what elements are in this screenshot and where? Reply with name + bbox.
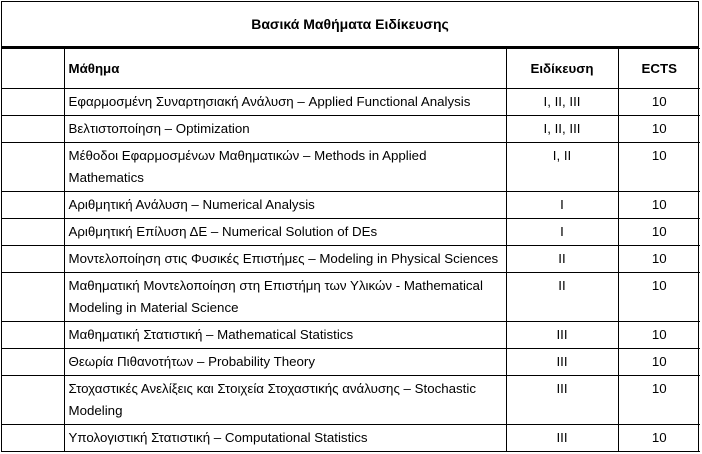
specialization-cell: II <box>506 273 618 322</box>
ects-cell: 10 <box>618 219 700 246</box>
course-cell: Μέθοδοι Εφαρμοσμένων Μαθηματικών – Methods in Applied Mathematics <box>64 143 506 192</box>
table-row <box>2 143 700 192</box>
header-row <box>2 49 700 89</box>
specialization-cell: I, II, III <box>506 116 618 143</box>
ects-cell: 10 <box>618 322 700 349</box>
blank-cell <box>2 89 64 116</box>
ects-cell: 10 <box>618 116 700 143</box>
course-cell: Υπολογιστική Στατιστική – Computational Statistics <box>64 425 506 452</box>
blank-cell <box>2 273 64 322</box>
table-row <box>2 349 700 376</box>
table-row <box>2 192 700 219</box>
course-cell: Αριθμητική Ανάλυση – Numerical Analysis <box>64 192 506 219</box>
table-row <box>2 376 700 425</box>
table-title: Βασικά Μαθήματα Ειδίκευσης <box>2 2 698 48</box>
specialization-cell: I <box>506 219 618 246</box>
blank-cell <box>2 116 64 143</box>
table-row <box>2 116 700 143</box>
table-row <box>2 89 700 116</box>
blank-header-cell <box>2 49 64 89</box>
specialization-cell: I, II <box>506 143 618 192</box>
course-cell: Αριθμητική Επίλυση ΔΕ – Numerical Solution of DEs <box>64 219 506 246</box>
table-row <box>2 425 700 452</box>
course-cell: Μαθηματική Στατιστική – Mathematical Statistics <box>64 322 506 349</box>
blank-cell <box>2 192 64 219</box>
specialization-cell: III <box>506 349 618 376</box>
specialization-cell: I, II, III <box>506 89 618 116</box>
blank-cell <box>2 376 64 425</box>
blank-cell <box>2 425 64 452</box>
table-row <box>2 219 700 246</box>
blank-cell <box>2 219 64 246</box>
blank-cell <box>2 322 64 349</box>
ects-cell: 10 <box>618 246 700 273</box>
course-cell: Εφαρμοσμένη Συναρτησιακή Ανάλυση – Applied Functional Analysis <box>64 89 506 116</box>
course-cell: Θεωρία Πιθανοτήτων – Probability Theory <box>64 349 506 376</box>
blank-cell <box>2 349 64 376</box>
course-header: Μάθημα <box>64 49 506 89</box>
table-row <box>2 273 700 322</box>
ects-cell: 10 <box>618 143 700 192</box>
specialization-cell: I <box>506 192 618 219</box>
courses-table-frame <box>1 1 699 452</box>
specialization-cell: III <box>506 322 618 349</box>
specialization-cell: III <box>506 376 618 425</box>
courses-table <box>2 48 700 452</box>
ects-cell: 10 <box>618 89 700 116</box>
ects-cell: 10 <box>618 376 700 425</box>
blank-cell <box>2 143 64 192</box>
course-cell: Μαθηματική Μοντελοποίηση στη Επιστήμη των Υλικών - Mathematical Modeling in Material Science <box>64 273 506 322</box>
specialization-header: Ειδίκευση <box>506 49 618 89</box>
ects-cell: 10 <box>618 425 700 452</box>
blank-cell <box>2 246 64 273</box>
specialization-cell: II <box>506 246 618 273</box>
ects-cell: 10 <box>618 273 700 322</box>
specialization-cell: III <box>506 425 618 452</box>
table-row <box>2 322 700 349</box>
course-cell: Μοντελοποίηση στις Φυσικές Επιστήμες – Modeling in Physical Sciences <box>64 246 506 273</box>
ects-cell: 10 <box>618 192 700 219</box>
table-row <box>2 246 700 273</box>
course-cell: Βελτιστοποίηση – Optimization <box>64 116 506 143</box>
course-cell: Στοχαστικές Ανελίξεις και Στοιχεία Στοχαστικής ανάλυσης – Stochastic Modeling <box>64 376 506 425</box>
ects-header: ECTS <box>618 49 700 89</box>
ects-cell: 10 <box>618 349 700 376</box>
